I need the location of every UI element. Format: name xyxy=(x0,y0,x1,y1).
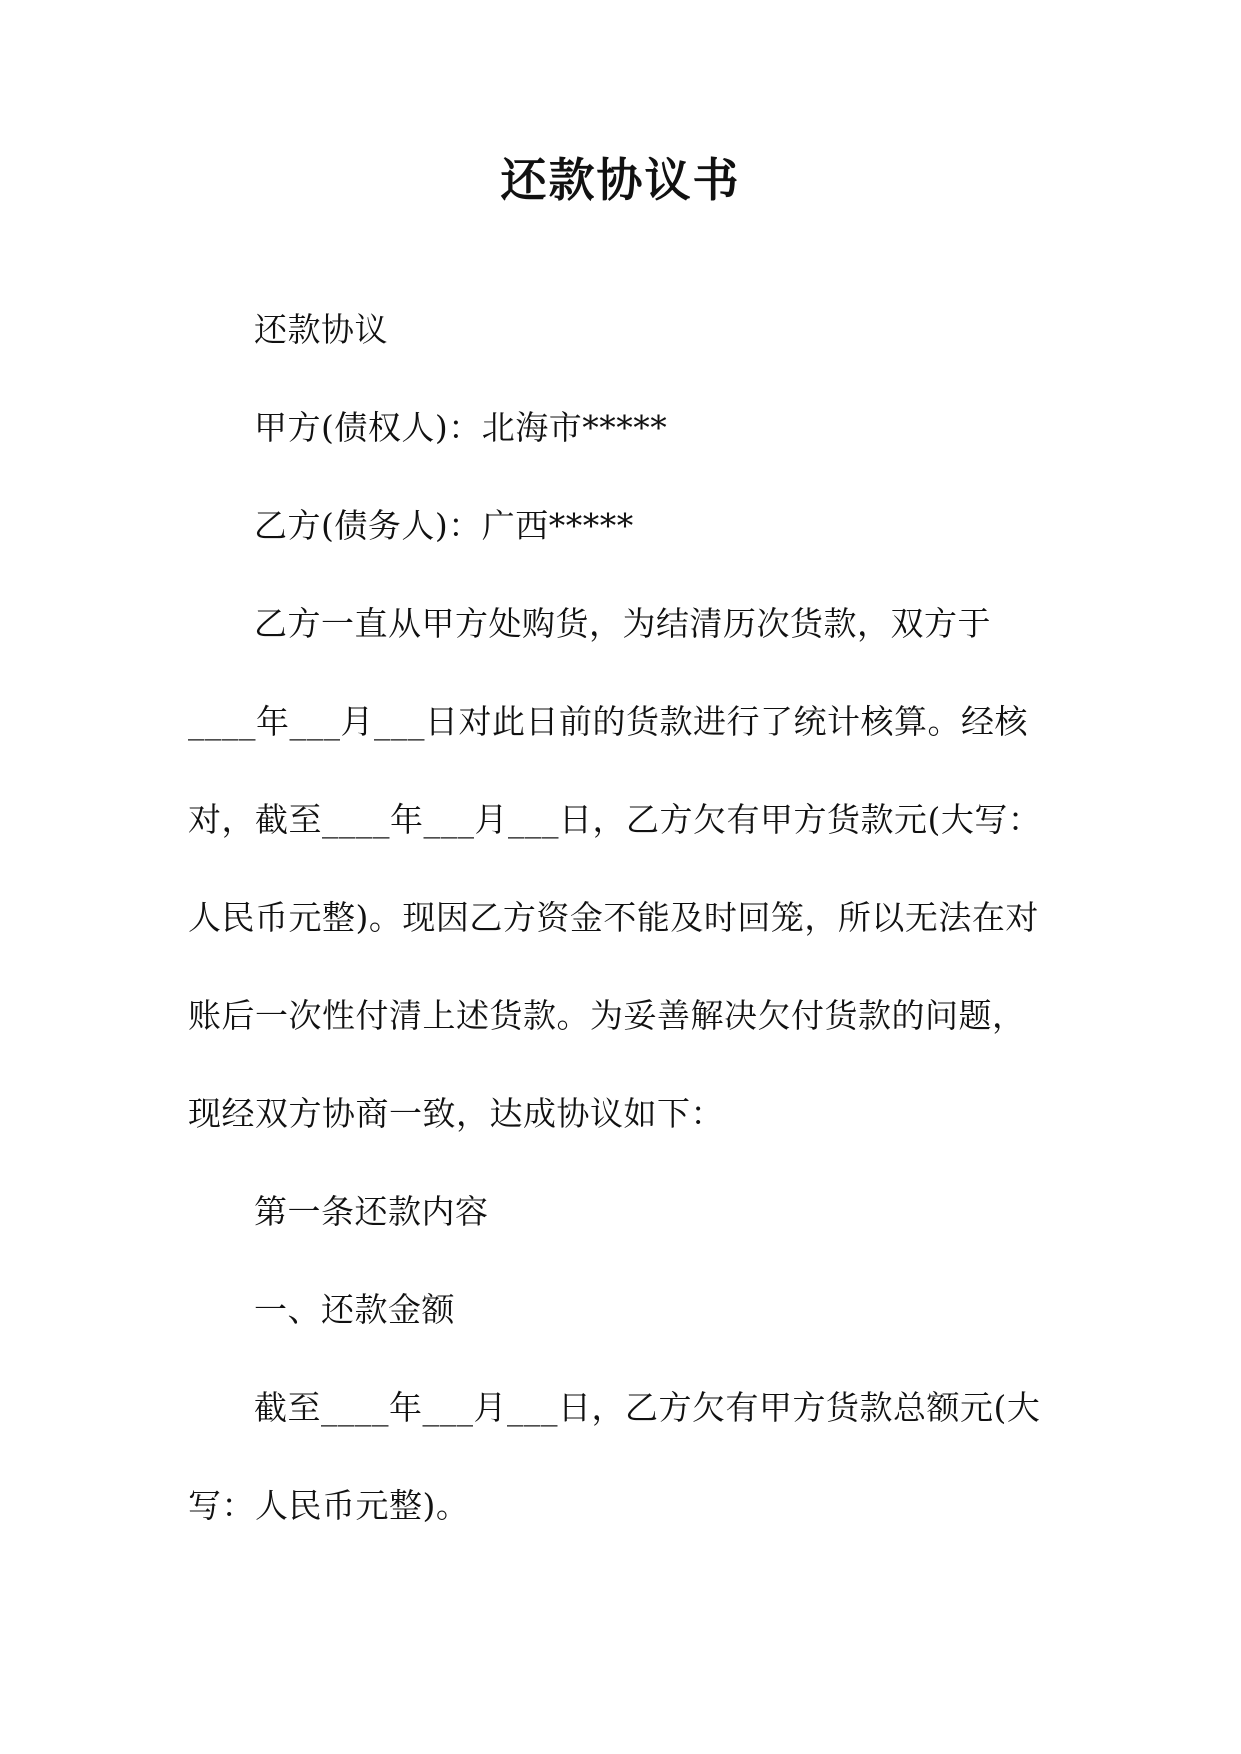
paragraph-line: 写：人民币元整)。 xyxy=(188,1486,470,1525)
paragraph-line: 现经双方协商一致，达成协议如下： xyxy=(188,1094,724,1133)
section-heading: 还款协议 xyxy=(254,310,388,349)
paragraph-line: 截至____年___月___日，乙方欠有甲方货款总额元(大 xyxy=(254,1388,1041,1427)
document-title: 还款协议书 xyxy=(500,153,741,207)
paragraph-line: 人民币元整)。现因乙方资金不能及时回笼，所以无法在对 xyxy=(188,898,1039,937)
document-body xyxy=(188,300,1044,1574)
article-heading: 第一条还款内容 xyxy=(254,1192,489,1231)
paragraph-line: 对，截至____年___月___日，乙方欠有甲方货款元(大写： xyxy=(188,800,1042,839)
paragraph-line: 账后一次性付清上述货款。为妥善解决欠付货款的问题， xyxy=(188,996,1026,1035)
paragraph-line: 乙方一直从甲方处购货，为结清历次货款，双方于 xyxy=(254,604,991,643)
party-a-line: 甲方(债权人)：北海市***** xyxy=(254,408,668,447)
paragraph-line: ____年___月___日对此日前的货款进行了统计核算。经核 xyxy=(188,702,1028,741)
party-b-line: 乙方(债务人)：广西***** xyxy=(254,506,634,545)
subsection-heading: 一、还款金额 xyxy=(254,1290,455,1329)
